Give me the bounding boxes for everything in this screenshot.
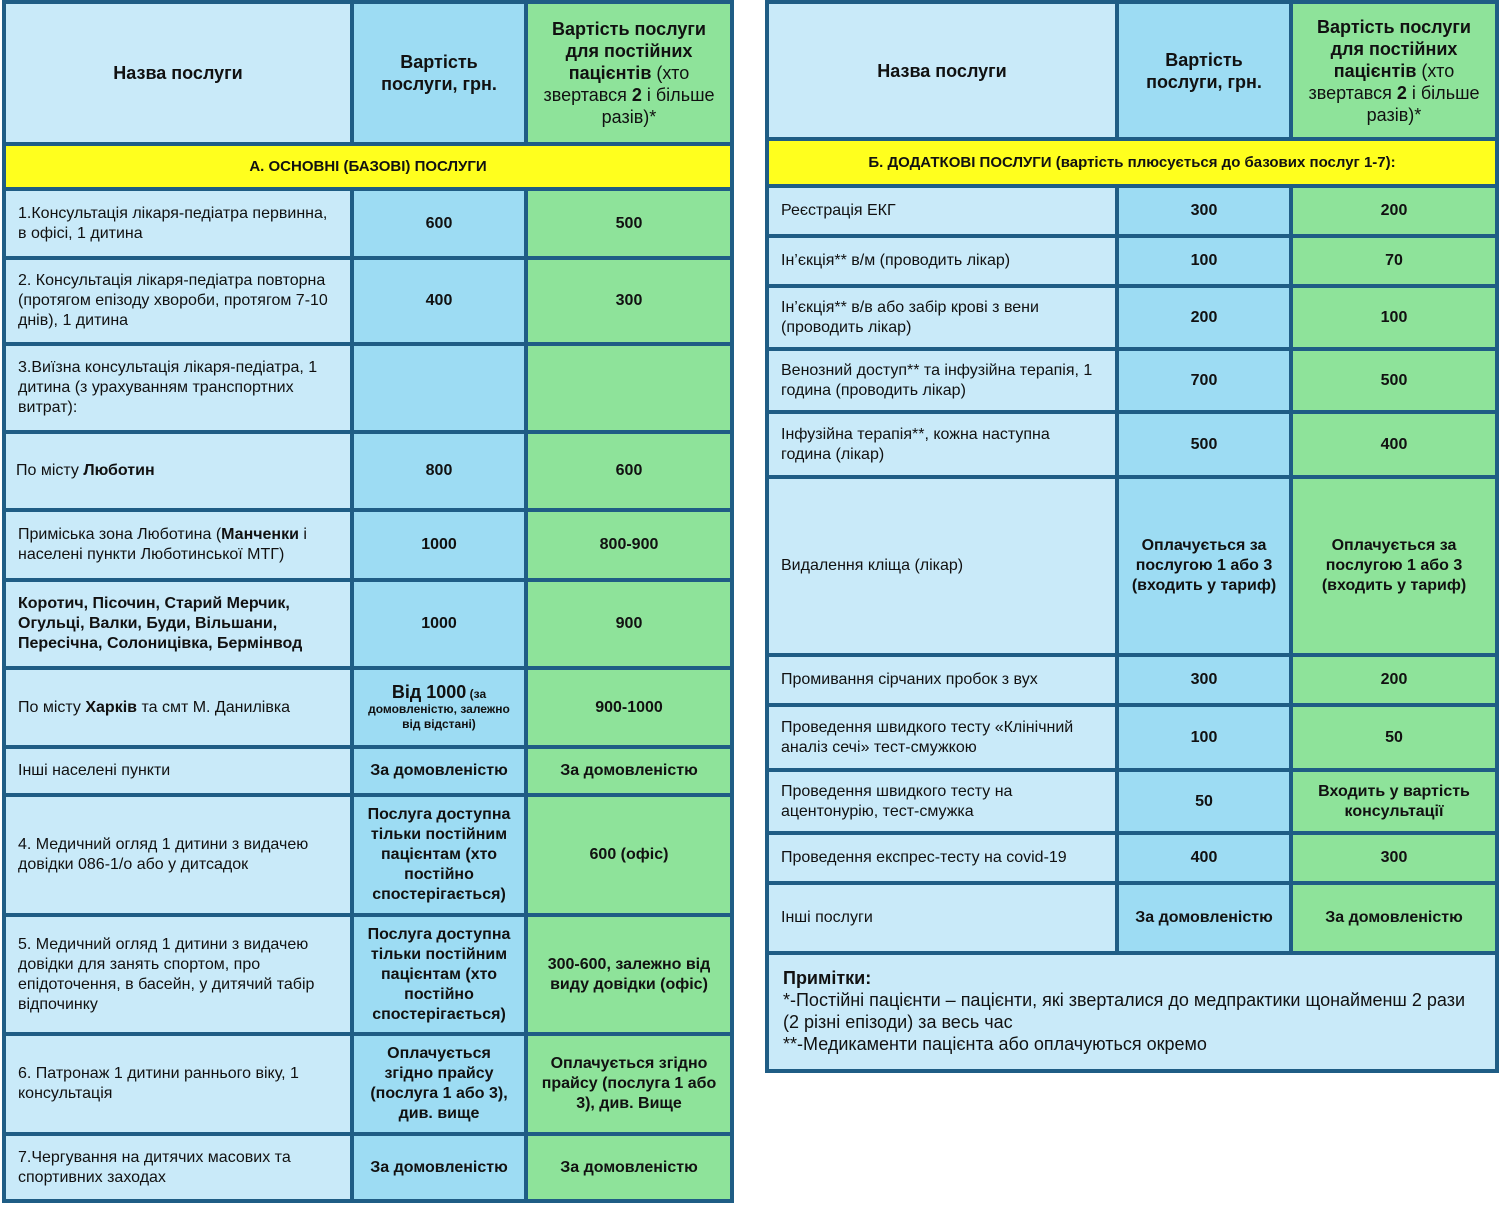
service-name: Реєстрація ЕКГ [767,186,1117,236]
notes-line: *-Постійні пацієнти – пацієнти, які зверталися до медпрактики щонайменш 2 рази (2 різні епізоди) за весь час [783,990,1466,1032]
service-price: 400 [352,258,526,344]
service-price: 600 [352,189,526,258]
service-regular-price: 500 [1291,349,1497,412]
service-name-pre: По місту [16,462,84,479]
service-regular-price: 400 [1291,412,1497,477]
table-row [767,770,1497,833]
service-regular-price: 500 [526,189,732,258]
service-price: 200 [1117,286,1291,349]
service-name: Коротич, Пісочин, Старий Мерчик, Огульці, Валки, Буди, Вільшани, Пересічна, Солоницівка, Бермінвод [4,580,352,668]
table-row [4,580,732,668]
service-price: 400 [1117,833,1291,883]
service-name: 7.Чергування на дитячих масових та спортивних заходах [4,1134,352,1201]
service-regular-price: 300 [526,258,732,344]
service-regular-price: За домовленістю [1291,883,1497,953]
service-price: За домовленістю [1117,883,1291,953]
service-name: Проведення швидкого тесту на ацентонурію, тест-смужка [767,770,1117,833]
header-service-name: Назва послуги [767,2,1117,139]
notes-cell [767,953,1497,1071]
service-name [4,432,352,510]
section-title: Б. ДОДАТКОВІ ПОСЛУГИ (вартість плюсується до базових послуг 1-7): [767,139,1497,186]
service-regular-price: 300-600, залежно від виду довідки (офіс) [526,915,732,1034]
service-regular-price: 300 [1291,833,1497,883]
table-row [4,258,732,344]
table-row [767,477,1497,655]
basic-services-table [2,0,734,1203]
table-row [767,655,1497,705]
service-regular-price: За домовленістю [526,1134,732,1201]
service-price: 100 [1117,236,1291,286]
table-row [4,668,732,747]
service-name: 4. Медичний огляд 1 дитини з видачею довідки 086-1/о або у дитсадок [4,795,352,915]
service-regular-price: 900-1000 [526,668,732,747]
service-regular-price [526,344,732,432]
service-name: Проведення експрес-тесту на covid-19 [767,833,1117,883]
section-row [4,144,732,189]
service-price: Оплачується за послугою 1 або 3 (входить у тариф) [1117,477,1291,655]
table-row [767,186,1497,236]
service-name: 5. Медичний огляд 1 дитини з видачею довідки для занять спортом, про епідоточення, в басейн, у дитячий табір відпочинку [4,915,352,1034]
service-price: За домовленістю [352,747,526,795]
service-name: Проведення швидкого тесту «Клінічний аналіз сечі» тест-смужкою [767,705,1117,770]
table-row [767,236,1497,286]
header-regular-bold: Вартість послуги для постійних пацієнтів [552,19,706,83]
service-regular-price: 600 (офіс) [526,795,732,915]
header-service-name: Назва послуги [4,2,352,144]
service-regular-price: Входить у вартість консультації [1291,770,1497,833]
header-regular-mid: (хто звертався [543,63,690,105]
service-regular-price: 900 [526,580,732,668]
service-price: 800 [352,432,526,510]
service-name: Видалення кліща (лікар) [767,477,1117,655]
service-name: Ін’єкція** в/м (проводить лікар) [767,236,1117,286]
service-regular-price: 600 [526,432,732,510]
service-price [352,344,526,432]
service-price: 1000 [352,510,526,580]
service-name: Інші населені пункти [4,747,352,795]
header-regular-bold: Вартість послуги для постійних пацієнтів [1317,16,1471,81]
service-price: Оплачується згідно прайсу (послуга 1 або 3), див. вище [352,1034,526,1134]
notes-title: Примітки: [783,968,872,988]
service-regular-price: 200 [1291,655,1497,705]
service-name-bold: Манченки [221,526,299,543]
service-regular-price: 70 [1291,236,1497,286]
service-name [4,510,352,580]
table-header-row [4,2,732,144]
header-regular-end: і більше разів)* [1366,82,1480,125]
service-name-bold: Люботин [83,462,155,479]
table-row [4,432,732,510]
service-name [4,668,352,747]
service-regular-price: Оплачується згідно прайсу (послуга 1 або 3), див. Вище [526,1034,732,1134]
header-regular-num: 2 [631,85,642,105]
table-row [767,412,1497,477]
service-name: 1.Консультація лікаря-педіатра первинна, в офісі, 1 дитина [4,189,352,258]
service-regular-price: 100 [1291,286,1497,349]
service-name-post: та смт М. Данилівка [137,698,291,716]
service-name-pre: По місту [18,698,86,716]
notes-row [767,953,1497,1071]
service-price: 300 [1117,186,1291,236]
table-row [767,349,1497,412]
service-price: 700 [1117,349,1291,412]
service-price-note: (за домовленістю, залежно від відстані) [368,686,510,731]
table-row [767,883,1497,953]
service-regular-price: За домовленістю [526,747,732,795]
service-regular-price: 800-900 [526,510,732,580]
header-regular-price [526,2,732,144]
service-name: Промивання сірчаних пробок з вух [767,655,1117,705]
table-row [767,833,1497,883]
service-price: 500 [1117,412,1291,477]
service-price: Послуга доступна тільки постійним пацієнтам (хто постійно спостерігається) [352,795,526,915]
service-price [352,668,526,747]
service-name: Ін’єкція** в/в або забір крові з вени (проводить лікар) [767,286,1117,349]
table-row [4,1134,732,1201]
table-row [4,344,732,432]
service-regular-price: 50 [1291,705,1497,770]
table-row [4,747,732,795]
service-name: 6. Патронаж 1 дитини раннього віку, 1 консультація [4,1034,352,1134]
service-name: Інші послуги [767,883,1117,953]
service-price-main: Від 1000 [391,681,467,702]
service-name: Інфузійна терапія**, кожна наступна година (лікар) [767,412,1117,477]
table-header-row [767,2,1497,139]
notes-line: **-Медикаменти пацієнта або оплачуються окремо [783,1034,1207,1054]
section-title: А. ОСНОВНІ (БАЗОВІ) ПОСЛУГИ [4,144,732,189]
service-name-pre: Приміська зона Люботина ( [18,526,222,543]
service-name: 2. Консультація лікаря-педіатра повторна (протягом епізоду хвороби, протягом 7-10 днів), 1 дитина [4,258,352,344]
table-row [767,286,1497,349]
service-name: 3.Виїзна консультація лікаря-педіатра, 1 дитина (з урахуванням транспортних витрат): [4,344,352,432]
service-name-post: і населені пункти Люботинської МТГ) [18,526,307,563]
service-price: Послуга доступна тільки постійним пацієнтам (хто постійно спостерігається) [352,915,526,1034]
header-price: Вартість послуги, грн. [1117,2,1291,139]
header-regular-end: і більше разів)* [601,85,715,127]
service-price: 300 [1117,655,1291,705]
table-row [4,189,732,258]
additional-services-table [765,0,1499,1073]
table-row [4,510,732,580]
header-regular-mid: (хто звертався [1308,60,1455,103]
service-regular-price: 200 [1291,186,1497,236]
table-row [4,915,732,1034]
service-regular-price: Оплачується за послугою 1 або 3 (входить у тариф) [1291,477,1497,655]
header-price: Вартість послуги, грн. [352,2,526,144]
service-name-bold: Харків [85,698,137,716]
service-price: 50 [1117,770,1291,833]
table-row [767,705,1497,770]
header-regular-num: 2 [1396,82,1407,103]
service-name: Венозний доступ** та інфузійна терапія, 1 година (проводить лікар) [767,349,1117,412]
header-regular-price [1291,2,1497,139]
service-price: За домовленістю [352,1134,526,1201]
table-row [4,1034,732,1134]
section-row [767,139,1497,186]
table-row [4,795,732,915]
service-price: 1000 [352,580,526,668]
service-price: 100 [1117,705,1291,770]
